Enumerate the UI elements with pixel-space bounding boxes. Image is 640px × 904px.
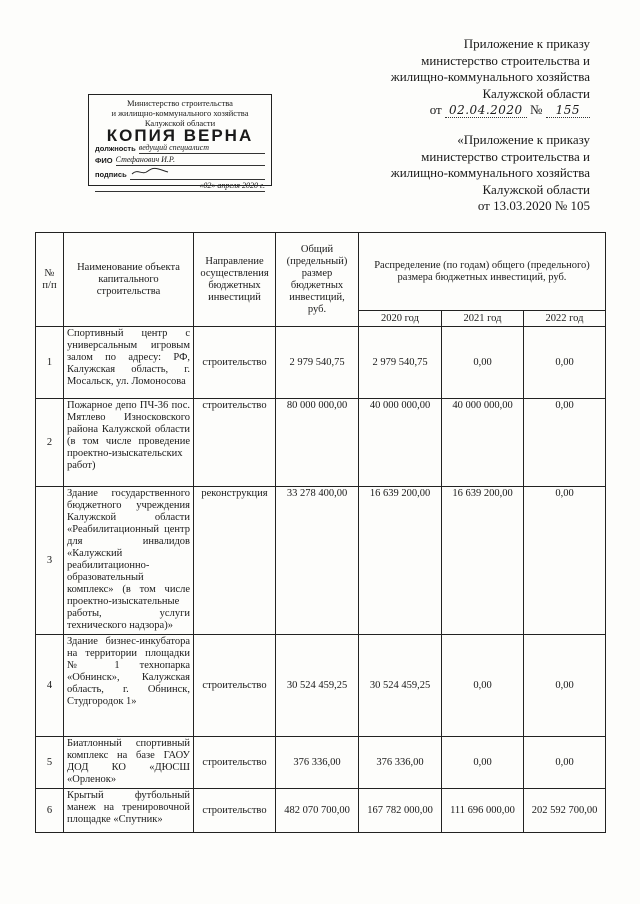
row-direction: строительство (194, 327, 276, 399)
date-prefix: от (429, 102, 442, 117)
row-num: 2 (36, 399, 64, 487)
row-direction: строительство (194, 789, 276, 833)
stamp-fio-row (95, 155, 265, 166)
stamp-org-line: и жилищно-коммунального хозяйства (111, 108, 249, 118)
row-y2020: 167 782 000,00 (359, 789, 442, 833)
stamp-signature-label: подпись (95, 170, 127, 179)
row-num: 4 (36, 635, 64, 737)
table-row (36, 399, 606, 487)
stamp-fio-label: ФИО (95, 156, 113, 165)
stamp-date-row (95, 181, 265, 192)
stamp-date-value: «02» апреля 2020 г. (95, 181, 265, 192)
header-line: жилищно-коммунального хозяйства (390, 165, 590, 180)
row-y2020: 2 979 540,75 (359, 327, 442, 399)
row-y2022: 0,00 (524, 487, 606, 635)
row-name: Здание государственного бюджетного учреждения Калужской области «Реабилитационный центр для инвалидов «Калужский реабилитационно-образовательный комплекс» (в том числе проектно-изыскательные работы, услуги технического надзора)» (64, 487, 194, 635)
row-y2021: 0,00 (442, 737, 524, 789)
stamp-org-line: Министерство строительства (127, 98, 233, 108)
row-y2021: 0,00 (442, 327, 524, 399)
header-line: от 13.03.2020 № 105 (477, 198, 590, 213)
row-total: 2 979 540,75 (276, 327, 359, 399)
row-y2021: 40 000 000,00 (442, 399, 524, 487)
investment-table (35, 232, 606, 833)
header-date-line (391, 102, 590, 119)
header-line: жилищно-коммунального хозяйства (390, 69, 590, 84)
row-name: Здание бизнес-инкубатора на территории площадки № 1 технопарка «Обнинск», Калужская область, г. Обнинск, Студгородок 1» (64, 635, 194, 737)
appendix-header (391, 36, 590, 119)
header-line: Приложение к приказу (463, 36, 590, 51)
row-name: Крытый футбольный манеж на тренировочной площадке «Спутник» (64, 789, 194, 833)
row-y2020: 376 336,00 (359, 737, 442, 789)
stamp-signature-row (95, 167, 265, 180)
row-y2020: 30 524 459,25 (359, 635, 442, 737)
header-line: министерство строительства и (421, 52, 590, 68)
header-line: Калужской области (482, 181, 590, 197)
row-num: 3 (36, 487, 64, 635)
header-line: министерство строительства и (421, 148, 590, 164)
table-row (36, 789, 606, 833)
row-y2022: 0,00 (524, 737, 606, 789)
row-y2022: 0,00 (524, 399, 606, 487)
row-direction: строительство (194, 737, 276, 789)
header-year-2022: 2022 год (524, 311, 606, 327)
original-appendix-header (391, 132, 590, 215)
row-total: 80 000 000,00 (276, 399, 359, 487)
row-y2022: 0,00 (524, 635, 606, 737)
stamp-title: КОПИЯ ВЕРНА (106, 126, 254, 145)
row-y2021: 0,00 (442, 635, 524, 737)
header-line: «Приложение к приказу (457, 132, 590, 147)
row-direction: строительство (194, 399, 276, 487)
header-distribution: Распределение (по годам) общего (предельного) размера бюджетных инвестиций, руб. (359, 233, 606, 311)
row-name: Пожарное депо ПЧ-36 пос. Мятлево Износковского района Калужской области (в том числе проведение проектно-изыскательских работ) (64, 399, 194, 487)
signature-scribble-icon (130, 167, 170, 176)
header-year-2021: 2021 год (442, 311, 524, 327)
row-total: 33 278 400,00 (276, 487, 359, 635)
table-row (36, 327, 606, 399)
stamp-position-label: должность (95, 144, 136, 153)
row-y2022: 0,00 (524, 327, 606, 399)
table-row (36, 737, 606, 789)
header-name: Наименование объекта капитального строительства (64, 233, 194, 327)
row-name: Спортивный центр с универсальным игровым залом по адресу: РФ, Калужская область, г. Мосальск, ул. Ломоносова (64, 327, 194, 399)
header-line: Калужской области (482, 85, 590, 101)
row-y2020: 16 639 200,00 (359, 487, 442, 635)
number-prefix: № (529, 102, 543, 117)
row-y2022: 202 592 700,00 (524, 789, 606, 833)
stamp-fio-value: Стефанович И.Р. (116, 155, 265, 166)
stamp-org-line: Калужской области (144, 118, 216, 128)
row-num: 1 (36, 327, 64, 399)
row-y2020: 40 000 000,00 (359, 399, 442, 487)
stamp-position-value: ведущий специалист (139, 143, 265, 154)
row-total: 482 070 700,00 (276, 789, 359, 833)
copy-certified-stamp (88, 94, 272, 190)
order-number: 155 (546, 103, 590, 118)
row-direction: реконструкция (194, 487, 276, 635)
row-direction: строительство (194, 635, 276, 737)
header-num: № п/п (36, 233, 64, 327)
header-year-2020: 2020 год (359, 311, 442, 327)
row-total: 376 336,00 (276, 737, 359, 789)
row-total: 30 524 459,25 (276, 635, 359, 737)
row-num: 6 (36, 789, 64, 833)
header-direction: Направление осуществления бюджетных инвестиций (194, 233, 276, 327)
row-name: Биатлонный спортивный комплекс на базе ГАОУ ДОД КО «ДЮСШ «Орленок» (64, 737, 194, 789)
signature-mark (130, 167, 265, 180)
row-y2021: 111 696 000,00 (442, 789, 524, 833)
stamp-position-row (95, 143, 265, 154)
order-date: 02.04.2020 (445, 103, 527, 118)
row-num: 5 (36, 737, 64, 789)
row-y2021: 16 639 200,00 (442, 487, 524, 635)
table-row (36, 487, 606, 635)
header-total: Общий (предельный) размер бюджетных инвестиций, руб. (276, 233, 359, 327)
table-row (36, 635, 606, 737)
